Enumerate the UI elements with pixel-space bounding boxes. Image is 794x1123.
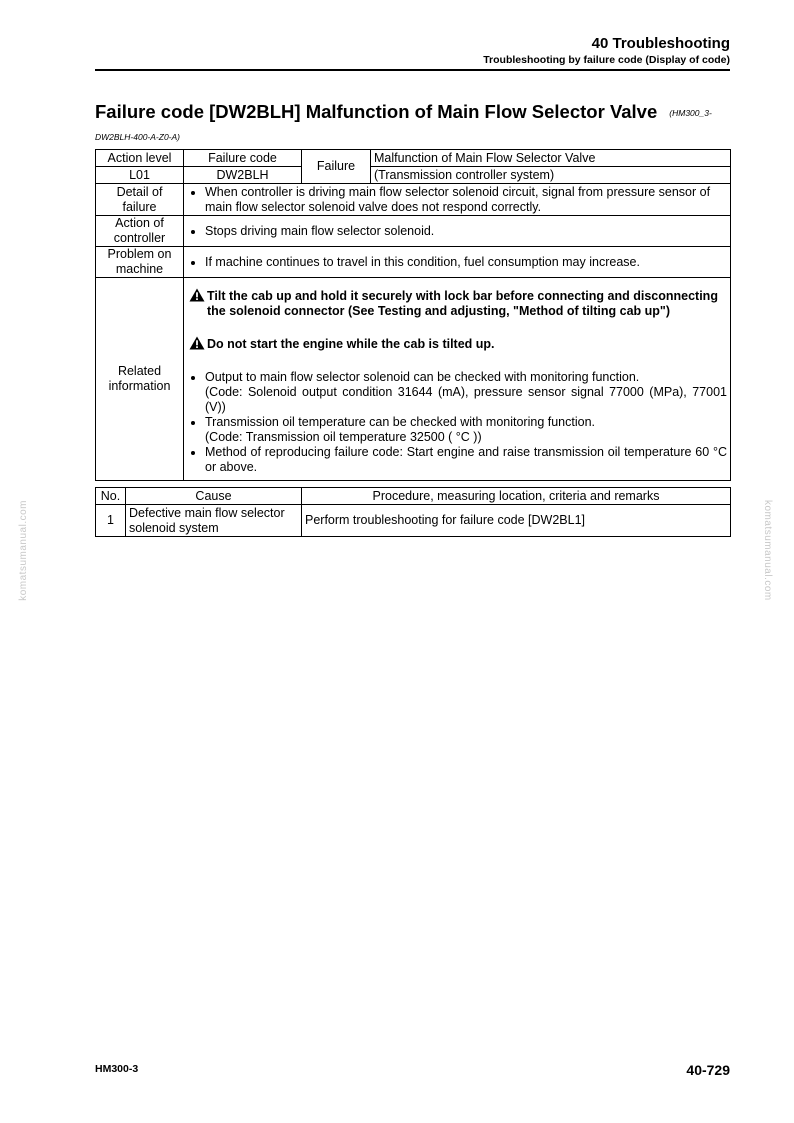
cause-header: Cause bbox=[126, 488, 302, 505]
header-rule bbox=[95, 69, 730, 71]
failure-info-table bbox=[95, 149, 731, 481]
row-cause: Defective main flow selector solenoid system bbox=[126, 505, 302, 537]
warning-tilt-cab bbox=[187, 288, 727, 319]
row-procedure: Perform troubleshooting for failure code [DW2BL1] bbox=[302, 505, 731, 537]
action-level-label: Action level bbox=[96, 150, 184, 167]
failure-code-label: Failure code bbox=[184, 150, 302, 167]
failure-name: Malfunction of Main Flow Selector Valve bbox=[371, 150, 731, 167]
action-label: Action of controller bbox=[96, 216, 184, 247]
related-label: Related information bbox=[96, 278, 184, 481]
failure-label: Failure bbox=[302, 150, 371, 184]
problem-content bbox=[184, 247, 731, 278]
procedure-header: Procedure, measuring location, criteria and remarks bbox=[302, 488, 731, 505]
no-header: No. bbox=[96, 488, 126, 505]
failure-system: (Transmission controller system) bbox=[371, 167, 731, 184]
related-item-oil-code: (Code: Transmission oil temperature 32500 ( °C )) bbox=[205, 430, 482, 444]
warning-engine-text: Do not start the engine while the cab is tilted up. bbox=[207, 337, 495, 351]
action-content bbox=[184, 216, 731, 247]
doc-ref-part2: DW2BLH-400-A-Z0-A) bbox=[95, 132, 181, 142]
warning-icon bbox=[189, 288, 205, 302]
warning-icon bbox=[189, 336, 205, 350]
warning-engine bbox=[187, 336, 727, 352]
detail-content bbox=[184, 184, 731, 216]
section-title: 40 Troubleshooting bbox=[591, 35, 730, 52]
warning-tilt-cab-text: Tilt the cab up and hold it securely with lock bar before connecting and disconnecting the solenoid connector (See Testing and adjusting, "Method of tilting cab up") bbox=[207, 289, 718, 318]
related-item-monitoring: • Output to main flow selector solenoid can be checked with monitoring function. (Code: Solenoid output condition 31644 (mA), pressure sensor signal 77000 (MPa), 77001 (V)) bbox=[205, 370, 727, 415]
page-title bbox=[95, 101, 712, 123]
related-item-code: (Code: Solenoid output condition 31644 (mA), pressure sensor signal 77000 (MPa), 77001 (V)) bbox=[205, 385, 727, 414]
watermark-left: komatsumanual.com bbox=[18, 500, 29, 601]
related-item-oil-temp: • Transmission oil temperature can be checked with monitoring function. (Code: Transmission oil temperature 32500 ( °C )) bbox=[205, 415, 727, 445]
table-row bbox=[96, 505, 731, 537]
watermark-right: komatsumanual.com bbox=[762, 500, 773, 601]
action-item: • Stops driving main flow selector solenoid. bbox=[205, 224, 727, 239]
page-title-text: Failure code [DW2BLH] Malfunction of Main Flow Selector Valve bbox=[95, 101, 658, 122]
footer-model: HM300-3 bbox=[95, 1063, 139, 1075]
cause-table bbox=[95, 487, 731, 537]
related-content bbox=[184, 278, 731, 481]
doc-ref-part1: (HM300_3- bbox=[669, 108, 712, 119]
detail-item: • When controller is driving main flow selector solenoid circuit, signal from pressure sensor of main flow selector solenoid valve does not respond correctly. bbox=[205, 185, 727, 215]
related-item-reproduce: • Method of reproducing failure code: Start engine and raise transmission oil temperature 60 °C or above. bbox=[205, 445, 727, 475]
section-subtitle: Troubleshooting by failure code (Display of code) bbox=[483, 54, 730, 66]
action-level-value: L01 bbox=[96, 167, 184, 184]
failure-code-value: DW2BLH bbox=[184, 167, 302, 184]
detail-label: Detail of failure bbox=[96, 184, 184, 216]
row-no: 1 bbox=[96, 505, 126, 537]
problem-item: • If machine continues to travel in this condition, fuel consumption may increase. bbox=[205, 255, 727, 270]
footer-page-number: 40-729 bbox=[686, 1062, 730, 1078]
problem-label: Problem on machine bbox=[96, 247, 184, 278]
